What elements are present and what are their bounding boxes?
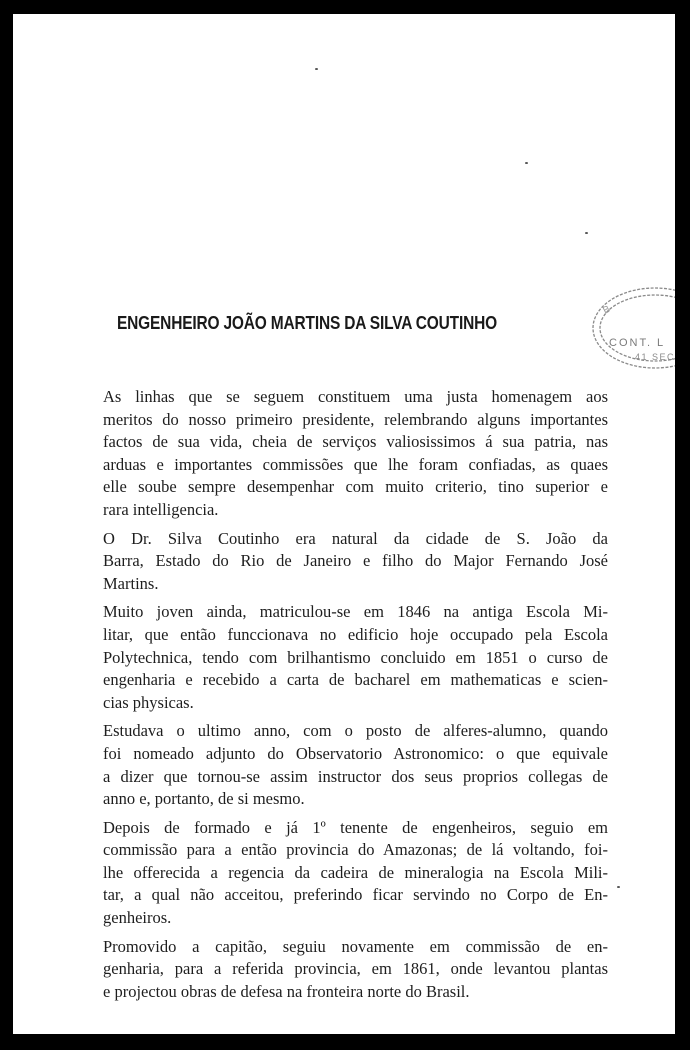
text-line: genheiros.	[103, 908, 172, 928]
stamp-line-3: 41 SEC	[635, 352, 675, 362]
text-line: Depois de formado e já 1º tenente de engenheiros, seguio em	[103, 817, 608, 837]
text-line: lhe offerecida a regencia da cadeira de mineralogia na Escola Mili-	[103, 862, 608, 882]
text-line: factos de sua vida, cheia de serviços valiosissimos á sua patria, nas	[103, 432, 608, 452]
text-line: cias physicas.	[103, 692, 194, 712]
text-line: anno e, portanto, de si mesmo.	[103, 789, 305, 809]
library-stamp	[583, 272, 675, 387]
text-line: elle soube sempre desempenhar com muito criterio, tino superior e	[103, 477, 608, 497]
text-line: foi nomeado adjunto do Observatorio Astronomico: o que equivale	[103, 743, 608, 763]
text-line: engenharia e recebido a carta de bacharel em mathematicas e scien-	[103, 670, 608, 690]
document-page	[13, 14, 675, 1034]
stamp-line-2: CONT. L	[609, 337, 666, 349]
text-line: O Dr. Silva Coutinho era natural da cidade de S. João da	[103, 528, 608, 548]
text-line: Estudava o ultimo anno, com o posto de alferes-alumno, quando	[103, 721, 608, 741]
text-line: tar, a qual não acceitou, preferindo ficar servindo no Corpo de En-	[103, 885, 608, 905]
text-line: Martins.	[103, 573, 159, 593]
paper-speck	[585, 232, 588, 234]
paragraph	[81, 817, 608, 930]
paragraph	[81, 386, 608, 522]
text-line: e projectou obras de defesa na fronteira norte do Brasil.	[103, 981, 470, 1001]
text-line: a dizer que tornou-se assim instructor dos seus proprios collegas de	[103, 766, 608, 786]
text-line: genharia, para a referida provincia, em 1861, onde levantou plantas	[103, 959, 608, 979]
text-line: meritos do nosso primeiro presidente, relembrando alguns importantes	[103, 409, 608, 429]
stamp-line-1: B	[601, 303, 613, 317]
paragraph	[81, 936, 608, 1004]
text-line: Muito joven ainda, matriculou-se em 1846 na antiga Escola Mi-	[103, 602, 608, 622]
text-line: rara intelligencia.	[103, 499, 219, 519]
paragraph	[81, 720, 608, 810]
text-line: Polytechnica, tendo com brilhantismo concluido em 1851 o curso de	[103, 647, 608, 667]
paper-speck	[525, 162, 528, 164]
paragraph	[81, 528, 608, 596]
text-line: commissão para a então provincia do Amazonas; de lá voltando, foi-	[103, 840, 608, 860]
document-title: ENGENHEIRO JOÃO MARTINS DA SILVA COUTINHO	[117, 313, 497, 333]
text-line: litar, que então funccionava no edificio hoje occupado pela Escola	[103, 624, 608, 644]
document-body	[81, 386, 608, 1003]
text-line: Barra, Estado do Rio de Janeiro e filho do Major Fernando José	[103, 551, 608, 571]
paper-speck	[617, 886, 620, 888]
text-line: Promovido a capitão, seguiu novamente em commissão de en-	[103, 936, 608, 956]
text-line: arduas e importantes commissões que lhe foram confiadas, as quaes	[103, 454, 608, 474]
paper-speck	[315, 68, 318, 70]
text-line: As linhas que se seguem constituem uma justa homenagem aos	[103, 387, 608, 406]
paragraph	[81, 601, 608, 714]
